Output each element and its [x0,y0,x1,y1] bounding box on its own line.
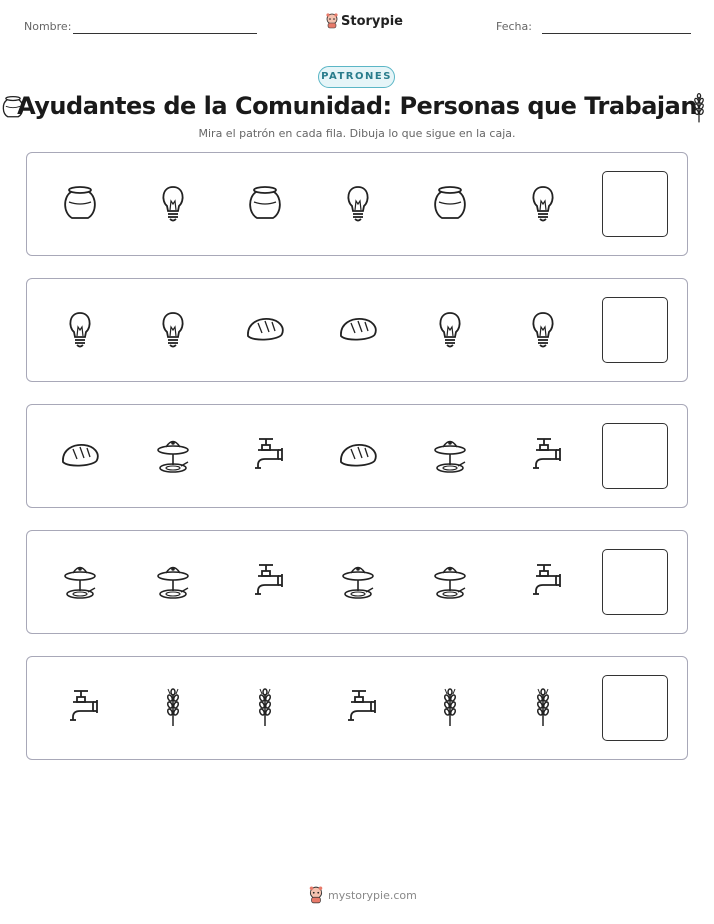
pottery-wheel-icon [153,561,193,601]
answer-box[interactable] [602,423,668,489]
answer-box[interactable] [602,171,668,237]
storypie-mascot-icon [325,13,339,29]
category-badge: PATRONES [318,66,395,88]
lightbulb-icon [430,309,470,349]
answer-box[interactable] [602,549,668,615]
pottery-wheel-icon [153,435,193,475]
wheat-icon [430,687,470,727]
pot-icon [430,183,470,223]
pattern-row-4 [26,530,688,634]
answer-box[interactable] [602,297,668,363]
footer-url: mystorypie.com [328,888,417,902]
date-label: Fecha: [496,20,532,33]
pottery-wheel-icon [430,561,470,601]
wheat-icon [690,92,708,124]
pattern-row-5 [26,656,688,760]
pot-icon [60,183,100,223]
wheat-icon [153,687,193,727]
lightbulb-icon [338,183,378,223]
pot-icon [245,183,285,223]
name-line[interactable] [73,33,257,34]
lightbulb-icon [523,309,563,349]
lightbulb-icon [523,183,563,223]
pattern-row-3 [26,404,688,508]
answer-box[interactable] [602,675,668,741]
pattern-row-2 [26,278,688,382]
faucet-icon [245,435,285,475]
pottery-wheel-icon [338,561,378,601]
page-title: Ayudantes de la Comunidad: Personas que Trabajan [17,92,697,120]
lightbulb-icon [153,183,193,223]
faucet-icon [245,561,285,601]
bread-icon [338,435,378,475]
brand-name: Storypie [341,13,403,29]
bread-icon [338,309,378,349]
instructions: Mira el patrón en cada fila. Dibuja lo que sigue en la caja. [198,127,516,140]
date-line[interactable] [542,33,691,34]
faucet-icon [338,687,378,727]
pottery-wheel-icon [430,435,470,475]
brand-logo [325,13,403,29]
lightbulb-icon [153,309,193,349]
name-label: Nombre: [24,20,72,33]
faucet-icon [523,561,563,601]
wheat-icon [245,687,285,727]
pottery-wheel-icon [60,561,100,601]
faucet-icon [60,687,100,727]
wheat-icon [523,687,563,727]
pattern-row-1 [26,152,688,256]
bread-icon [245,309,285,349]
storypie-mascot-icon [308,886,324,904]
faucet-icon [523,435,563,475]
bread-icon [60,435,100,475]
footer [308,886,417,904]
lightbulb-icon [60,309,100,349]
